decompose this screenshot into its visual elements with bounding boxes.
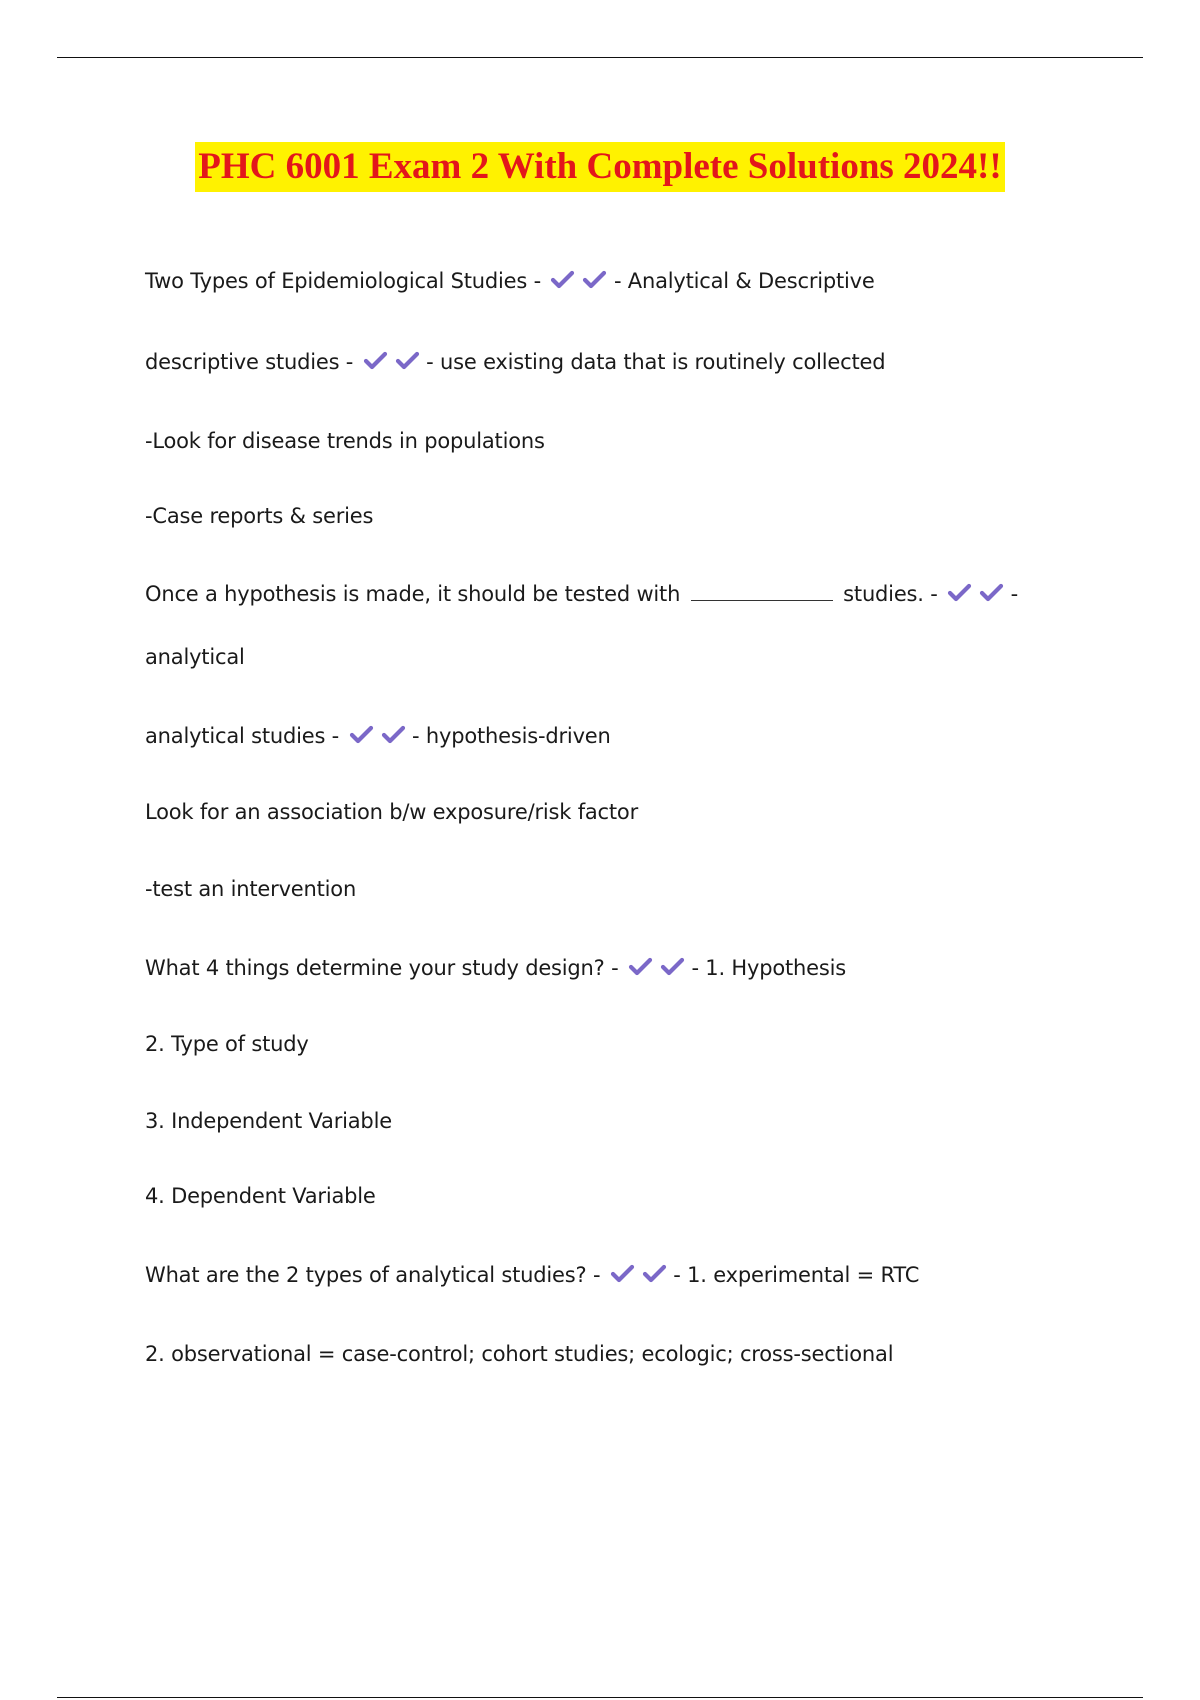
- question-text: Two Types of Epidemiological Studies -: [145, 269, 541, 293]
- qa-line-14: [145, 1260, 919, 1290]
- question-text: descriptive studies -: [145, 350, 354, 374]
- double-checkmark-icon: [346, 724, 406, 746]
- question-text: Once a hypothesis is made, it should be tested with: [145, 582, 681, 606]
- text-line-4: [145, 501, 373, 531]
- qa-line-2: [145, 347, 885, 377]
- qa-line-5: [145, 579, 1018, 609]
- question-text: analytical studies -: [145, 724, 340, 748]
- text-line-8: [145, 797, 638, 827]
- question-text-after-blank: studies. -: [843, 582, 938, 606]
- body-text: 2. Type of study: [145, 1032, 309, 1056]
- body-text: 3. Independent Variable: [145, 1109, 392, 1133]
- bottom-rule: [57, 1697, 1143, 1698]
- double-checkmark-icon: [607, 1263, 667, 1285]
- double-checkmark-icon: [944, 582, 1004, 604]
- text-line-15: [145, 1339, 893, 1369]
- double-checkmark-icon: [547, 269, 607, 291]
- body-text: -test an intervention: [145, 877, 357, 901]
- body-text: -Case reports & series: [145, 504, 374, 528]
- text-line-13: [145, 1181, 376, 1211]
- answer-text: - use existing data that is routinely collected: [426, 350, 886, 374]
- text-line-11: [145, 1029, 309, 1059]
- text-line-12: [145, 1106, 392, 1136]
- question-text: What 4 things determine your study design? -: [145, 956, 619, 980]
- body-text: 2. observational = case-control; cohort studies; ecologic; cross-sectional: [145, 1342, 894, 1366]
- text-line-9: [145, 874, 356, 904]
- double-checkmark-icon: [625, 956, 685, 978]
- body-text: Look for an association b/w exposure/risk factor: [145, 800, 639, 824]
- answer-text: - 1. Hypothesis: [691, 956, 846, 980]
- double-checkmark-icon: [360, 350, 420, 372]
- answer-text: -: [1010, 582, 1018, 606]
- question-text: What are the 2 types of analytical studies? -: [145, 1263, 601, 1287]
- body-text: 4. Dependent Variable: [145, 1184, 376, 1208]
- document-title: PHC 6001 Exam 2 With Complete Solutions 2024!!: [195, 142, 1004, 192]
- answer-text: - hypothesis-driven: [412, 724, 611, 748]
- qa-line-7: [145, 721, 611, 751]
- answer-text: - 1. experimental = RTC: [673, 1263, 920, 1287]
- text-line-3: [145, 426, 545, 456]
- fill-in-blank: [691, 582, 833, 601]
- qa-line-1: [145, 266, 875, 296]
- body-text: analytical: [145, 645, 245, 669]
- top-rule: [57, 57, 1143, 58]
- answer-text: - Analytical & Descriptive: [613, 269, 875, 293]
- text-line-6: [145, 642, 245, 672]
- qa-line-10: [145, 953, 846, 983]
- body-text: -Look for disease trends in populations: [145, 429, 545, 453]
- title-block: [0, 142, 1200, 192]
